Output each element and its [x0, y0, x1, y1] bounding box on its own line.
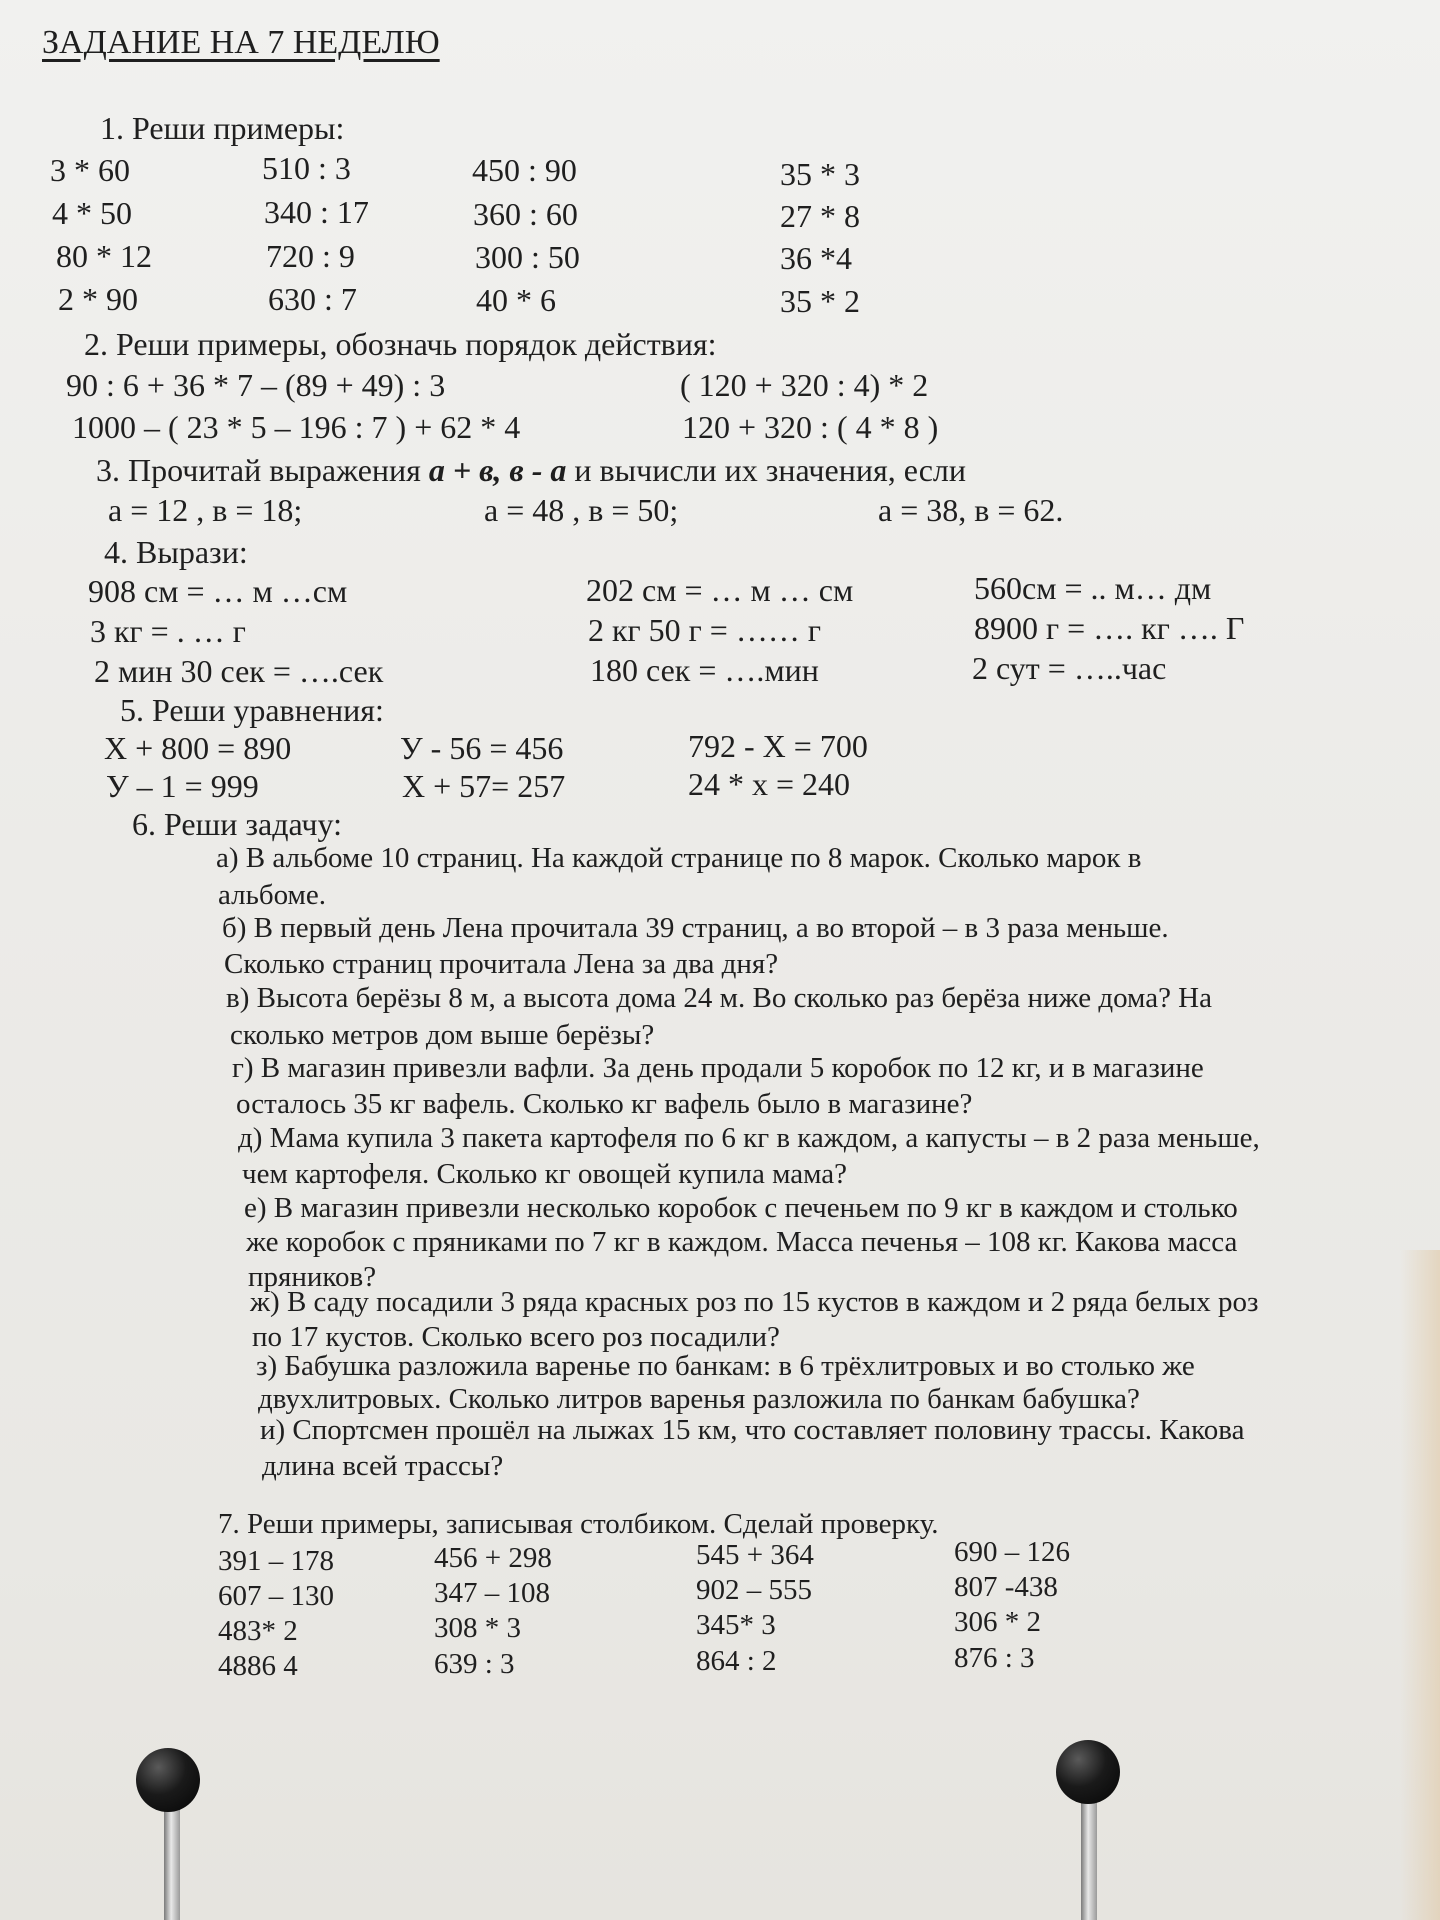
- task5-equation: Х + 57= 257: [402, 768, 566, 804]
- task5-equation: 792 - Х = 700: [688, 728, 868, 764]
- task3-heading: [96, 454, 966, 486]
- task7-item: 483* 2: [218, 1615, 298, 1647]
- task7-item: 4886 4: [218, 1650, 298, 1682]
- task4-item: 908 см = … м …см: [88, 573, 348, 609]
- task1-item: 360 : 60: [473, 196, 578, 232]
- task3-expression: а + в, в - а: [428, 452, 567, 488]
- task1-item: 720 : 9: [266, 238, 355, 274]
- task3-heading-text: 3. Прочитай выражения: [96, 452, 429, 488]
- task7-item: 607 – 130: [218, 1580, 334, 1612]
- task6-text-line: Сколько страниц прочитала Лена за два дня?: [224, 948, 779, 980]
- task6-text-line: длина всей трассы?: [262, 1450, 504, 1482]
- task6-text-line: в) Высота берёзы 8 м, а высота дома 24 м. Во сколько раз берёза ниже дома? На: [226, 982, 1212, 1014]
- task5-equation: 24 * х = 240: [688, 766, 851, 802]
- task3-value: а = 48 , в = 50;: [484, 492, 679, 528]
- task4-item: 3 кг = . … г: [90, 613, 246, 649]
- task6-text-line: а) В альбоме 10 страниц. На каждой странице по 8 марок. Сколько марок в: [216, 842, 1142, 874]
- task1-item: 2 * 90: [58, 281, 138, 317]
- task7-item: 391 – 178: [218, 1545, 334, 1577]
- task4-item: 180 сек = ….мин: [590, 652, 819, 688]
- task5-equation: У - 56 = 456: [400, 730, 564, 766]
- task7-item: 456 + 298: [434, 1542, 552, 1574]
- task7-item: 545 + 364: [696, 1539, 814, 1571]
- task7-item: 690 – 126: [954, 1536, 1070, 1568]
- magnet-pin-right-icon: [1056, 1740, 1120, 1804]
- task1-item: 35 * 2: [780, 283, 860, 319]
- task4-item: 2 сут = …..час: [972, 650, 1167, 686]
- task6-text-line: осталось 35 кг вафель. Сколько кг вафель было в магазине?: [236, 1088, 973, 1120]
- task6-text-line: г) В магазин привезли вафли. За день продали 5 коробок по 12 кг, и в магазине: [232, 1052, 1204, 1084]
- task6-text-line: чем картофеля. Сколько кг овощей купила мама?: [242, 1158, 848, 1190]
- task4-item: 202 см = … м … см: [586, 572, 854, 608]
- task1-item: 450 : 90: [472, 152, 577, 188]
- task1-item: 4 * 50: [52, 195, 132, 231]
- task6-heading: 6. Реши задачу:: [132, 806, 342, 842]
- task1-item: 27 * 8: [780, 198, 860, 234]
- task1-item: 630 : 7: [268, 281, 357, 317]
- task2-expression: 120 + 320 : ( 4 * 8 ): [682, 409, 939, 445]
- task2-expression: 90 : 6 + 36 * 7 – (89 + 49) : 3: [66, 367, 446, 403]
- task1-item: 3 * 60: [50, 152, 130, 188]
- task6-text-line: же коробок с пряниками по 7 кг в каждом. Масса печенья – 108 кг. Какова масса: [246, 1226, 1238, 1258]
- task6-text-line: з) Бабушка разложила варенье по банкам: в 6 трёхлитровых и во столько же: [256, 1350, 1195, 1382]
- task1-item: 40 * 6: [476, 282, 556, 318]
- task3-value: а = 38, в = 62.: [878, 492, 1064, 528]
- task7-item: 902 – 555: [696, 1574, 812, 1606]
- task1-item: 36 *4: [780, 240, 852, 276]
- pin-rod-left: [164, 1800, 180, 1920]
- page-title: ЗАДАНИЕ НА 7 НЕДЕЛЮ: [42, 24, 440, 61]
- task6-text-line: е) В магазин привезли несколько коробок с печеньем по 9 кг в каждом и столько: [244, 1192, 1238, 1224]
- magnet-pin-left-icon: [136, 1748, 200, 1812]
- task6-text-line: двухлитровых. Сколько литров варенья разложила по банкам бабушка?: [258, 1383, 1140, 1415]
- task7-heading: 7. Реши примеры, записывая столбиком. Сделай проверку.: [218, 1508, 939, 1540]
- task7-item: 864 : 2: [696, 1645, 777, 1677]
- task1-item: 300 : 50: [475, 239, 580, 275]
- task2-heading: 2. Реши примеры, обозначь порядок действия:: [84, 326, 717, 362]
- task7-item: 345* 3: [696, 1609, 776, 1641]
- task6-text-line: сколько метров дом выше берёзы?: [230, 1019, 655, 1051]
- task6-text-line: д) Мама купила 3 пакета картофеля по 6 кг в каждом, а капусты – в 2 раза меньше,: [238, 1122, 1260, 1154]
- task4-item: 8900 г = …. кг …. Г: [974, 610, 1245, 646]
- task7-item: 807 -438: [954, 1571, 1058, 1603]
- task1-item: 340 : 17: [264, 194, 369, 230]
- task6-text-line: ж) В саду посадили 3 ряда красных роз по 15 кустов в каждом и 2 ряда белых роз: [250, 1286, 1259, 1318]
- pin-rod-right: [1081, 1796, 1097, 1920]
- task6-text-line: по 17 кустов. Сколько всего роз посадили?: [252, 1321, 780, 1353]
- task4-item: 2 кг 50 г = …… г: [588, 612, 821, 648]
- task4-item: 560см = .. м… дм: [974, 570, 1212, 606]
- paper-edge-shadow: [1400, 1250, 1440, 1920]
- task1-item: 510 : 3: [262, 150, 351, 186]
- task7-item: 639 : 3: [434, 1648, 515, 1680]
- task7-item: 876 : 3: [954, 1642, 1035, 1674]
- task5-equation: У – 1 = 999: [106, 768, 259, 804]
- task7-item: 347 – 108: [434, 1577, 550, 1609]
- task4-heading: 4. Вырази:: [104, 534, 248, 570]
- task7-item: 308 * 3: [434, 1612, 521, 1644]
- task1-heading: 1. Реши примеры:: [100, 110, 345, 146]
- task2-expression: ( 120 + 320 : 4) * 2: [680, 367, 929, 403]
- task7-item: 306 * 2: [954, 1606, 1041, 1638]
- task3-value: а = 12 , в = 18;: [108, 492, 303, 528]
- task1-item: 35 * 3: [780, 156, 860, 192]
- task5-equation: Х + 800 = 890: [104, 730, 292, 766]
- task2-expression: 1000 – ( 23 * 5 – 196 : 7 ) + 62 * 4: [72, 409, 521, 445]
- task1-item: 80 * 12: [56, 238, 152, 274]
- task3-heading-tail: и вычисли их значения, если: [566, 452, 966, 488]
- task6-text-line: б) В первый день Лена прочитала 39 страниц, а во второй – в 3 раза меньше.: [222, 912, 1169, 944]
- task5-heading: 5. Реши уравнения:: [120, 692, 384, 728]
- task6-text-line: альбоме.: [218, 879, 326, 911]
- task4-item: 2 мин 30 сек = ….сек: [94, 653, 384, 689]
- task6-text-line: пряников?: [248, 1261, 377, 1293]
- task6-text-line: и) Спортсмен прошёл на лыжах 15 км, что составляет половину трассы. Какова: [260, 1414, 1245, 1446]
